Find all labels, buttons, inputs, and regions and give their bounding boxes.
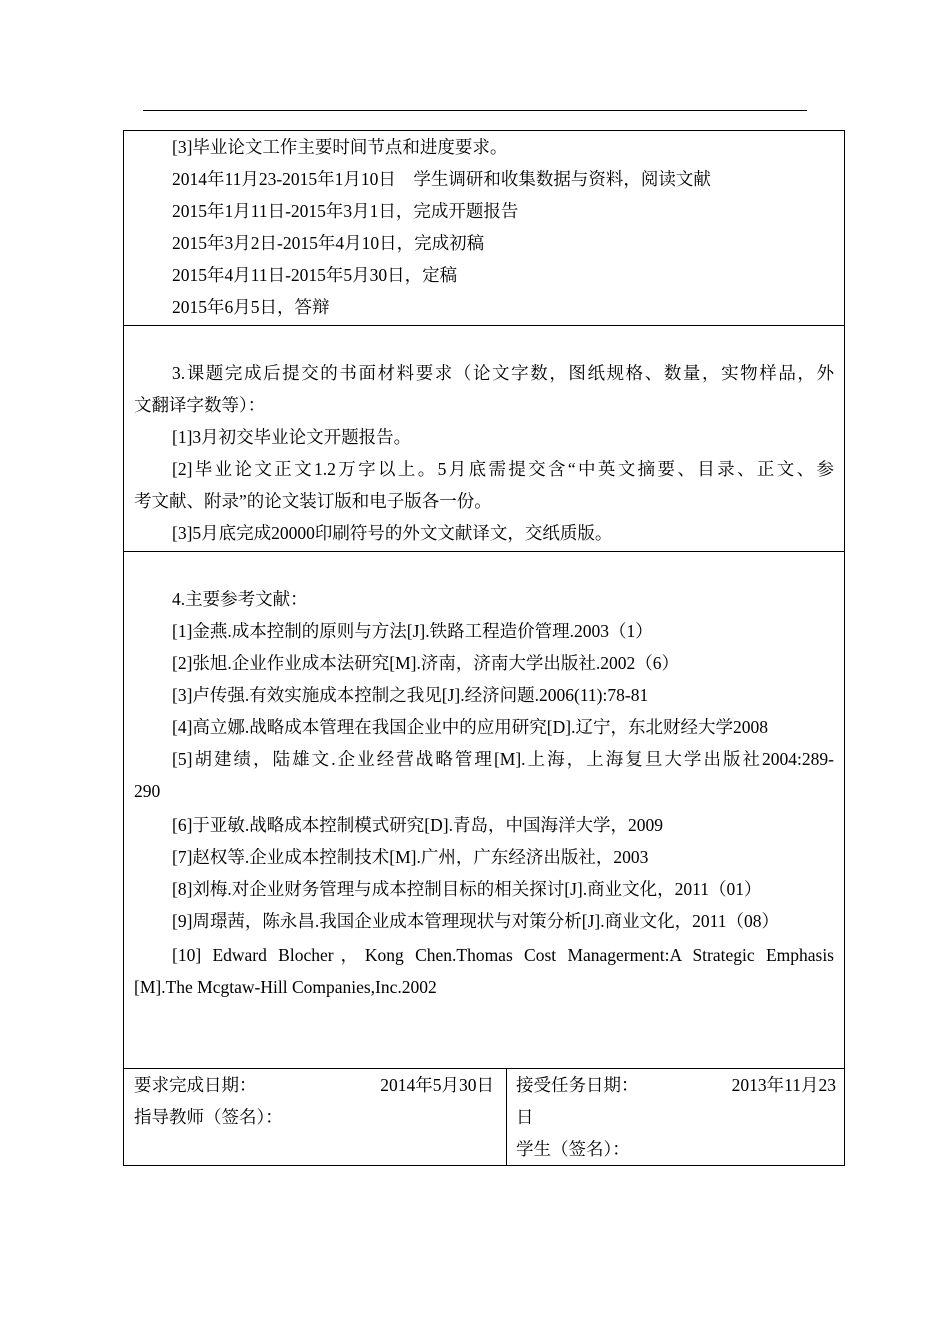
reference-item: [5]胡建绩，陆雄文.企业经营战略管理[M].上海，上海复旦大学出版社2004:289- — [172, 749, 834, 769]
reference-item: [7]赵权等.企业成本控制技术[M].广州，广东经济出版社，2003 — [172, 847, 649, 867]
references-heading: 4.主要参考文献： — [172, 589, 308, 609]
materials-item-cont: 考文献、附录”的论文装订版和电子版各一份。 — [134, 491, 492, 511]
reference-item: [8]刘梅.对企业财务管理与成本控制目标的相关探讨[J].商业文化，2011（01） — [172, 879, 762, 899]
accept-date-label: 接受任务日期： — [516, 1075, 639, 1095]
due-date-value: 2014年5月30日 — [380, 1075, 494, 1095]
schedule-item: 2015年3月2日-2015年4月10日，完成初稿 — [172, 233, 485, 253]
reference-item: [9]周璟茜，陈永昌.我国企业成本管理现状与对策分析[J].商业文化，2011（08） — [172, 911, 779, 931]
row-divider — [124, 551, 844, 552]
accept-date-cont: 日 — [516, 1107, 534, 1127]
task-table — [123, 130, 845, 1166]
accept-date-value: 2013年11月23 — [731, 1075, 836, 1095]
reference-item: [3]卢传强.有效实施成本控制之我见[J].经济问题.2006(11):78-81 — [172, 685, 649, 705]
reference-item: [6]于亚敏.战略成本控制模式研究[D].青岛，中国海洋大学，2009 — [172, 815, 663, 835]
reference-item: [10] Edward Blocher，Kong Chen.Thomas Cost Managerment:A Strategic Emphasis — [172, 945, 834, 965]
reference-item: [4]高立娜.战略成本管理在我国企业中的应用研究[D].辽宁，东北财经大学2008 — [172, 717, 768, 737]
schedule-heading: [3]毕业论文工作主要时间节点和进度要求。 — [172, 137, 508, 157]
materials-item: [2]毕业论文正文1.2万字以上。5月底需提交含“中英文摘要、目录、正文、参 — [172, 459, 834, 479]
schedule-item: 2014年11月23-2015年1月10日 学生调研和收集数据与资料，阅读文献 — [172, 169, 711, 189]
materials-item: [3]5月底完成20000印刷符号的外文文献译文，交纸质版。 — [172, 523, 613, 543]
materials-item: [1]3月初交毕业论文开题报告。 — [172, 427, 412, 447]
column-divider — [506, 1068, 507, 1165]
materials-heading: 3.课题完成后提交的书面材料要求（论文字数，图纸规格、数量，实物样品，外 — [172, 363, 834, 383]
schedule-item: 2015年1月11日-2015年3月1日，完成开题报告 — [172, 201, 519, 221]
schedule-item: 2015年6月5日，答辩 — [172, 297, 330, 317]
materials-heading-cont: 文翻译字数等）： — [134, 395, 266, 415]
reference-item-cont: 290 — [134, 781, 161, 801]
reference-item-cont: [M].The Mcgtaw-Hill Companies,Inc.2002 — [134, 977, 437, 997]
reference-item: [2]张旭.企业作业成本法研究[M].济南，济南大学出版社.2002（6） — [172, 653, 679, 673]
student-signature-label: 学生（签名）： — [516, 1139, 630, 1159]
schedule-item: 2015年4月11日-2015年5月30日，定稿 — [172, 265, 458, 285]
row-divider — [124, 325, 844, 326]
header-rule — [143, 110, 807, 111]
due-date-label: 要求完成日期： — [134, 1075, 257, 1095]
reference-item: [1]金燕.成本控制的原则与方法[J].铁路工程造价管理.2003（1） — [172, 621, 653, 641]
teacher-signature-label: 指导教师（签名）： — [134, 1107, 283, 1127]
